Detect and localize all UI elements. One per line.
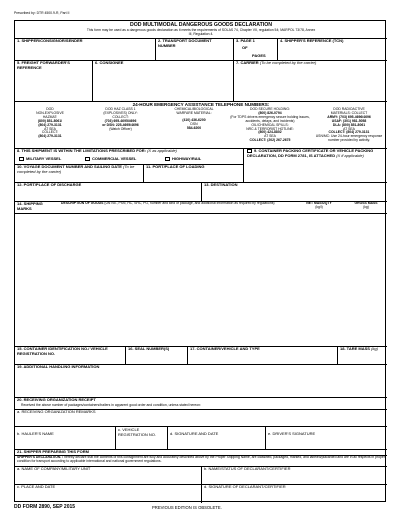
field-10-label: 10. VOYAGE DOCUMENT NUMBER AND SAILING DATE <box>17 164 122 169</box>
field-1-label: 1. SHIPPER/CONSIGNOR/SENDER <box>17 38 83 43</box>
description-of-goods-label: DESCRIPTION OF GOODS <box>61 201 104 205</box>
carrier-field[interactable] <box>233 68 387 101</box>
gross-mass-unit: (kg) <box>363 204 369 209</box>
highway-rail-checkbox[interactable] <box>165 157 170 161</box>
emergency-col-nonexplosive: DOD NON-EXPLOSIVE HAZMAT: (800) 851-8061/ (804) 279-3131 AT SEA COLLECT: (804) 279-3131 <box>36 107 64 139</box>
field-20c-label: c. VEHICLE REGISTRATION NO. <box>118 427 156 437</box>
destination-field[interactable] <box>201 189 387 201</box>
prescribed-by: Prescribed by: DTR 4500.9-R, Part II <box>14 11 70 15</box>
form-subtitle: This form may be used as a dangerous goods declaration as it meets the requirements of SOLAS 74, Chapter VII, regulation 54; MARPOL 73/78, Annex III, Regulation 4. <box>86 28 316 36</box>
shippers-reference-field[interactable] <box>277 46 387 60</box>
field-4-label: 4. SHIPPER'S REFERENCE (TCN) <box>280 38 344 43</box>
field-6-label: 6. CONSIGNEE <box>95 60 124 65</box>
field-13-label: 13. DESTINATION <box>204 182 238 187</box>
form-number: DD FORM 2890, SEP 2015 <box>14 504 76 510</box>
field-5-label: 5. FREIGHT FORWARDER'S REFERENCE <box>17 60 70 70</box>
field-16-label: 16. SEAL NUMBER(S) <box>128 346 170 351</box>
field-17-label: 17. CONTAINER/VEHICLE AND TYPE <box>190 346 260 351</box>
net-mass-unit: (kg/l) <box>315 204 323 209</box>
emergency-col-radioactive: DOD RADIOACTIVE MATERIALS: COLLECT ARMY: (703) 695-4696/4696 USAF: (301) 981-5058 DLA: (800) 851-8061 AT SEA COLLECT: (804) 279-3131 USN/MC: Use 24-hour emergency response number provided by activity. <box>315 107 383 143</box>
field-10-note: (To be completed by the carrier) <box>17 164 135 174</box>
option-commercial-vessel[interactable]: COMMERCIAL VESSEL <box>85 157 136 162</box>
field-15-label: 15. CONTAINER IDENTIFICATION NO./ VEHICLE REGISTRATION NO. <box>17 346 108 356</box>
option-highway-rail[interactable]: HIGHWAY/RAIL <box>165 157 201 162</box>
military-vessel-checkbox[interactable] <box>19 157 24 161</box>
field-21a-label: a. NAME OF COMPANY/MILITARY UNIT <box>17 466 91 471</box>
field-14-label: 14. SHIPPING MARKS <box>17 201 43 211</box>
commercial-vessel-checkbox[interactable] <box>85 157 90 161</box>
field-21-label: 21. SHIPPER PREPARING THIS FORM <box>17 449 89 454</box>
field-20e-label: e. DRIVER'S SIGNATURE <box>268 431 316 436</box>
emergency-col-explosives: DOD HAZ CLASS 1 (EXPLOSIVES) ONLY: COLLECT: (703) 695-4695/4696 or DSN: 225-4695/4696 (Watch Officer) <box>102 107 139 131</box>
field-7-note: (To be completed by the carrier) <box>259 60 317 65</box>
obsolete-note: PREVIOUS EDITION IS OBSOLETE. <box>152 505 222 510</box>
field-8-note: (X as applicable) <box>147 148 177 153</box>
field-20a-label: a. RECEIVING ORGANIZATION REMARKS <box>17 409 96 414</box>
field-3-pages: PAGES <box>252 53 266 58</box>
field-21c-label: c. PLACE AND DATE <box>17 484 56 489</box>
additional-handling-field[interactable] <box>15 371 387 397</box>
option-military-vessel[interactable]: MILITARY VESSEL <box>19 157 61 162</box>
field-21d-label: d. SIGNATURE OF DECLARANT/CERTIFIER <box>204 484 286 489</box>
emergency-col-chembio: CHEMICAL/BIOLOGICAL WARFARE MATERIAL: (410) 436-6200 DSN 584-6200 <box>174 107 214 130</box>
freight-forwarder-field[interactable] <box>15 71 92 101</box>
goods-description-area[interactable] <box>15 213 387 346</box>
field-20b-label: b. HAULER'S NAME <box>17 431 54 436</box>
receiving-remarks-field[interactable] <box>15 416 387 426</box>
field-19-label: 19. ADDITIONAL HANDLING INFORMATION <box>17 364 100 369</box>
dangerous-goods-form <box>14 20 386 502</box>
form-title: DOD MULTIMODAL DANGEROUS GOODS DECLARATION <box>129 22 273 28</box>
field-20-text: Received the above number of packages/containers/trailers in apparent good order and condition, unless stated hereon: <box>21 403 202 407</box>
field-8-label: 8. THIS SHIPMENT IS WITHIN THE LIMITATIONS PRESCRIBED FOR: <box>17 148 146 153</box>
field-20-label: 20. RECEIVING ORGANIZATION RECEIPT <box>17 397 96 402</box>
field-18-unit: (kg) <box>371 346 378 351</box>
port-of-loading-field[interactable] <box>143 171 243 182</box>
port-of-discharge-field[interactable] <box>15 189 201 201</box>
option-packing-certificate[interactable]: 9. CONTAINER PACKING CERTIFICATE OR VEHICLE PACKING DECLARATION, DD FORM 2781, IS ATTACHED (X if applicable) <box>247 148 374 158</box>
net-mass-label: NET MASS/QTY <box>306 201 332 205</box>
field-3-of: OF <box>242 45 248 50</box>
field-2-label: 2. TRANSPORT DOCUMENT NUMBER <box>158 38 212 48</box>
emergency-title: 24-HOUR EMERGENCY ASSISTANCE TELEPHONE NUMBERS: <box>132 102 270 107</box>
field-12-label: 12. PORT/PLACE OF DISCHARGE <box>17 182 82 187</box>
gross-mass-label: GROSS MASS <box>354 201 378 205</box>
transport-document-number-field[interactable] <box>155 47 233 60</box>
field-11-label: 11. PORT/PLACE OF LOADING <box>146 164 205 169</box>
consignee-field[interactable] <box>92 68 233 101</box>
description-note: (UN No., PSN, HC, SHC, PG, number and kind of package, and additional information as required by regulations) <box>104 201 275 205</box>
field-20d-label: d. SIGNATURE AND DATE <box>170 431 219 436</box>
shippers-declaration: SHIPPER'S DECLARATION. I hereby declare that the contents of this consignment are fully and accurately described above by the Proper Shipping Name, are classified, packaged, marked, and labeled/placarded and are in all respects in proper condition for transport according to applicable international and national government regulations. <box>17 455 385 463</box>
emergency-col-secure-holding: DOD SECURE HOLDING: (800) 826-0794 (For TDPS drivers emergency secure holding issues, accidents, delays, and incidents) OIL/CHEMICAL SPILLS: NRC & TERRORIST HOTLINE: (800) 424-8802 AT SEA COLLECT: (202) 267-2675 <box>230 107 310 143</box>
field-7-label: 7. CARRIER <box>236 60 259 65</box>
field-3-label: 3. PAGE 1 <box>236 38 255 43</box>
field-21b-label: b. NAME/STATUS OF DECLARANT/CERTIFIER <box>204 466 291 471</box>
field-18-label: 18. TARE MASS <box>340 346 370 351</box>
